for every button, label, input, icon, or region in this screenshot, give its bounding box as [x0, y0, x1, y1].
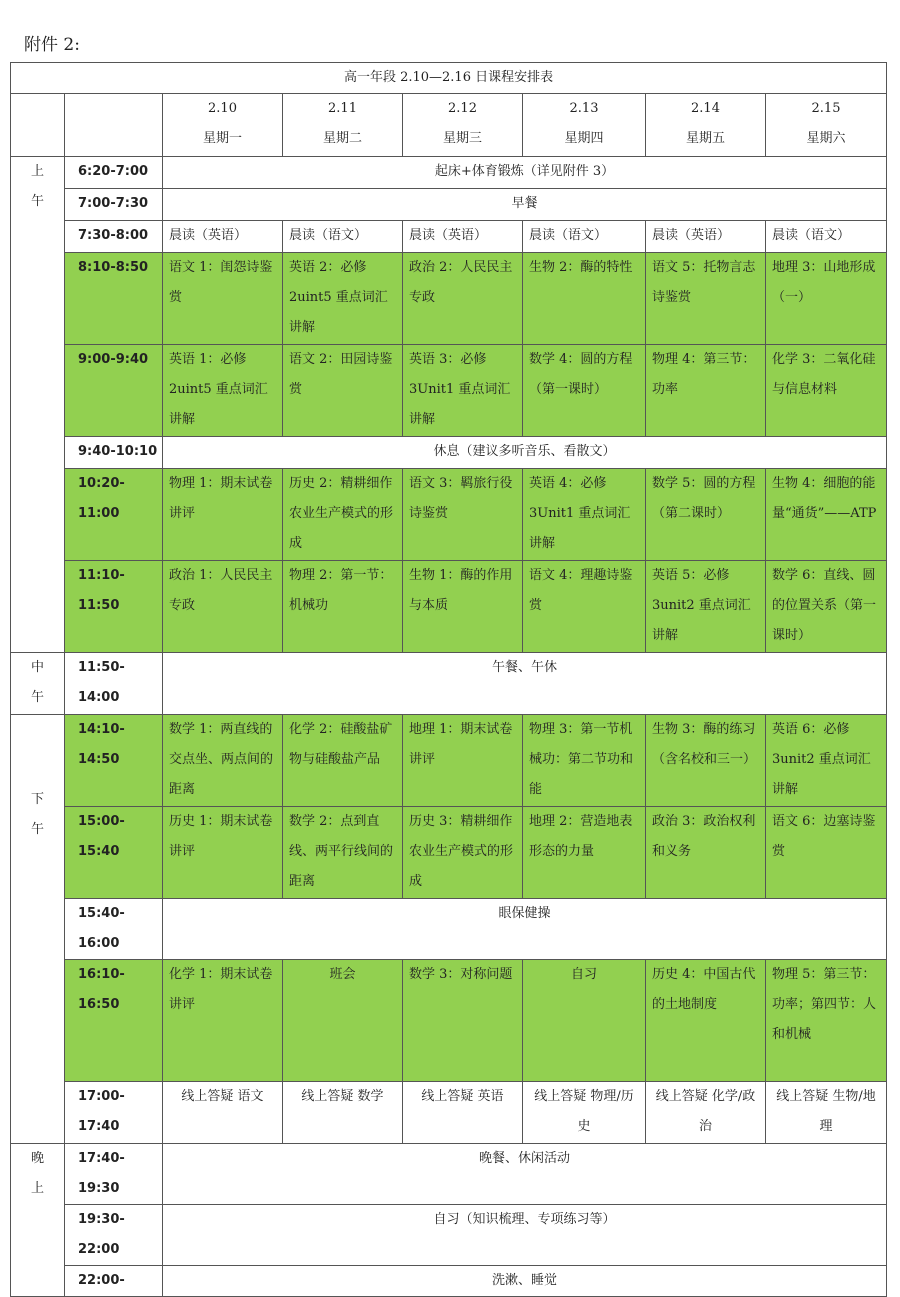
time-slot: 11:10-11:50	[65, 561, 163, 653]
period-noon: 中午	[11, 653, 65, 715]
class-cell: 政治 2：人民民主专政	[403, 253, 523, 345]
time-slot: 7:00-7:30	[65, 189, 163, 221]
class-cell: 历史 3：精耕细作农业生产模式的形成	[403, 807, 523, 899]
class-cell: 自习	[523, 960, 646, 1082]
schedule-table	[10, 62, 887, 1297]
class-cell: 地理 1：期末试卷讲评	[403, 715, 523, 807]
class-cell: 线上答疑 物理/历史	[523, 1082, 646, 1144]
class-cell: 线上答疑 语文	[163, 1082, 283, 1144]
class-cell: 政治 1：人民民主专政	[163, 561, 283, 653]
time-slot: 11:50-14:00	[65, 653, 163, 715]
activity-span: 起床+体育锻炼（详见附件 3）	[163, 157, 887, 189]
class-cell: 英语 5：必修 3unit2 重点词汇讲解	[646, 561, 766, 653]
class-cell: 历史 2：精耕细作农业生产模式的形成	[283, 469, 403, 561]
class-cell: 政治 3：政治权利和义务	[646, 807, 766, 899]
class-cell: 语文 2：田园诗鉴赏	[283, 345, 403, 437]
time-slot: 6:20-7:00	[65, 157, 163, 189]
day-header: 2.10 星期一	[163, 94, 283, 157]
time-slot: 15:40-16:00	[65, 899, 163, 960]
time-slot: 8:10-8:50	[65, 253, 163, 345]
class-cell: 晨读（英语）	[403, 221, 523, 253]
class-cell: 化学 3：二氧化硅与信息材料	[766, 345, 887, 437]
class-cell: 英语 6：必修 3unit2 重点词汇讲解	[766, 715, 887, 807]
activity-span: 洗漱、睡觉	[163, 1266, 887, 1297]
time-slot: 7:30-8:00	[65, 221, 163, 253]
class-cell: 语文 3：羁旅行役诗鉴赏	[403, 469, 523, 561]
day-header: 2.13 星期四	[523, 94, 646, 157]
class-cell: 物理 5：第三节：功率；第四节：人和机械	[766, 960, 887, 1082]
class-cell: 数学 4：圆的方程（第一课时）	[523, 345, 646, 437]
period-morning: 上午	[11, 157, 65, 653]
class-cell: 班会	[283, 960, 403, 1082]
time-slot: 10:20-11:00	[65, 469, 163, 561]
class-cell: 语文 6：边塞诗鉴赏	[766, 807, 887, 899]
class-cell: 晨读（英语）	[646, 221, 766, 253]
schedule-title: 高一年段 2.10—2.16 日课程安排表	[11, 63, 887, 94]
class-cell: 数学 6：直线、圆的位置关系（第一课时）	[766, 561, 887, 653]
day-header: 2.14 星期五	[646, 94, 766, 157]
class-cell: 生物 1：酶的作用与本质	[403, 561, 523, 653]
class-cell: 英语 4：必修 3Unit1 重点词汇讲解	[523, 469, 646, 561]
day-header: 2.12 星期三	[403, 94, 523, 157]
header-blank	[65, 94, 163, 157]
activity-span: 自习（知识梳理、专项练习等）	[163, 1205, 887, 1266]
activity-span: 休息（建议多听音乐、看散文）	[163, 437, 887, 469]
time-slot: 9:00-9:40	[65, 345, 163, 437]
class-cell: 数学 3：对称问题	[403, 960, 523, 1082]
class-cell: 地理 2：营造地表形态的力量	[523, 807, 646, 899]
time-slot: 14:10-14:50	[65, 715, 163, 807]
class-cell: 历史 1：期末试卷讲评	[163, 807, 283, 899]
class-cell: 地理 3：山地形成（一）	[766, 253, 887, 345]
class-cell: 生物 2：酶的特性	[523, 253, 646, 345]
class-cell: 英语 2：必修 2uint5 重点词汇讲解	[283, 253, 403, 345]
class-cell: 语文 5：托物言志诗鉴赏	[646, 253, 766, 345]
period-evening: 晚上	[11, 1144, 65, 1297]
attachment-label: 附件 2:	[24, 35, 80, 55]
day-header: 2.15 星期六	[766, 94, 887, 157]
class-cell: 数学 1：两直线的交点坐、两点间的距离	[163, 715, 283, 807]
class-cell: 数学 2：点到直线、两平行线间的距离	[283, 807, 403, 899]
class-cell: 晨读（英语）	[163, 221, 283, 253]
day-header: 2.11 星期二	[283, 94, 403, 157]
activity-span: 晚餐、休闲活动	[163, 1144, 887, 1205]
time-slot: 16:10-16:50	[65, 960, 163, 1082]
class-cell: 生物 4：细胞的能量“通货”——ATP	[766, 469, 887, 561]
class-cell: 英语 1：必修 2uint5 重点词汇讲解	[163, 345, 283, 437]
activity-span: 眼保健操	[163, 899, 887, 960]
class-cell: 语文 1：闺怨诗鉴赏	[163, 253, 283, 345]
time-slot: 19:30-22:00	[65, 1205, 163, 1266]
class-cell: 物理 3：第一节机械功：第二节功和能	[523, 715, 646, 807]
class-cell: 物理 1：期末试卷讲评	[163, 469, 283, 561]
time-slot: 17:00-17:40	[65, 1082, 163, 1144]
time-slot: 9:40-10:10	[65, 437, 163, 469]
activity-span: 午餐、午休	[163, 653, 887, 715]
activity-span: 早餐	[163, 189, 887, 221]
class-cell: 物理 4：第三节：功率	[646, 345, 766, 437]
class-cell: 英语 3：必修 3Unit1 重点词汇讲解	[403, 345, 523, 437]
period-afternoon: 下午	[11, 715, 65, 1144]
class-cell: 线上答疑 生物/地理	[766, 1082, 887, 1144]
class-cell: 线上答疑 英语	[403, 1082, 523, 1144]
time-slot: 17:40-19:30	[65, 1144, 163, 1205]
class-cell: 物理 2：第一节：机械功	[283, 561, 403, 653]
class-cell: 生物 3：酶的练习（含名校和三一）	[646, 715, 766, 807]
class-cell: 线上答疑 化学/政治	[646, 1082, 766, 1144]
time-slot: 15:00-15:40	[65, 807, 163, 899]
class-cell: 线上答疑 数学	[283, 1082, 403, 1144]
class-cell: 晨读（语文）	[283, 221, 403, 253]
class-cell: 历史 4：中国古代的土地制度	[646, 960, 766, 1082]
class-cell: 语文 4：理趣诗鉴赏	[523, 561, 646, 653]
header-blank	[11, 94, 65, 157]
class-cell: 数学 5：圆的方程（第二课时）	[646, 469, 766, 561]
time-slot: 22:00-	[65, 1266, 163, 1297]
class-cell: 晨读（语文）	[523, 221, 646, 253]
class-cell: 晨读（语文）	[766, 221, 887, 253]
class-cell: 化学 2：硅酸盐矿物与硅酸盐产品	[283, 715, 403, 807]
class-cell: 化学 1：期末试卷讲评	[163, 960, 283, 1082]
